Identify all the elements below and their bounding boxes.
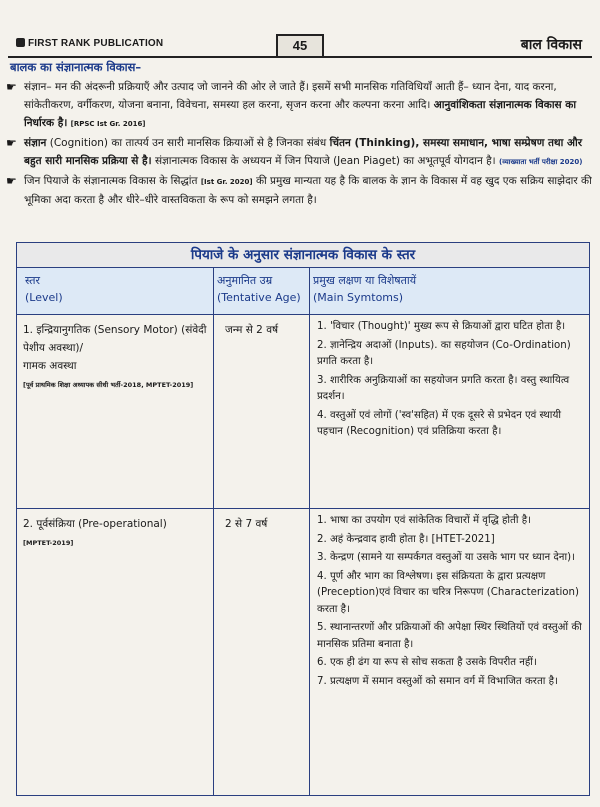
list-item: 3. शारीरिक अनुक्रियाओं का सहयोजन प्रगति करता है। वस्तु स्थायित्व प्रदर्शन।	[317, 374, 570, 402]
page-header	[8, 34, 592, 58]
age-cell: 2 से 7 वर्ष	[225, 518, 268, 530]
column-divider	[213, 267, 214, 795]
list-item: 3. केन्द्रण (सामने या सम्पर्कगत वस्तुओं या उसके भाग पर ध्यान देना)।	[317, 552, 575, 563]
list-item: 7. प्रत्यक्षण में समान वस्तुओं को समान वर्ग में विभाजित करता है।	[317, 675, 558, 687]
features-cell	[317, 319, 583, 443]
list-item: 2. ज्ञानेन्द्रिय अदाओं (Inputs). का सहयोजन (Co-Ordination) प्रगति करता है।	[317, 339, 571, 367]
stage-cell: 2. पूर्वसंक्रिया (Pre-operational) [MPTET-2019]	[23, 518, 167, 547]
age-cell: जन्म से 2 वर्ष	[225, 324, 279, 336]
list-item: 4. पूर्ण और भाग का विश्लेषण। इस संक्रियता के द्वारा प्रत्यक्षण (Preception)एवं विचार का चरित्र निरूपण (Characterization) करता है।	[317, 570, 579, 615]
list-item: 5. स्थानान्तरणों और प्रक्रियाओं की अपेक्षा स्थिर स्थितियों एवं वस्तुओं की मानसिक प्रतिमा बनाता है।	[317, 622, 582, 650]
table-row	[17, 315, 589, 509]
list-item: 1. भाषा का उपयोग एवं सांकेतिक विचारों में वृद्धि होती है।	[317, 515, 531, 526]
list-item: 4. वस्तुओं एवं लोगों ('स्व'सहित) में एक दूसरे से प्रभेदन एवं स्थायी पहचान (Recognition) एवं प्रतिक्रिया करता है।	[317, 409, 561, 437]
subject-title: बाल विकास	[520, 37, 582, 53]
pointing-hand-icon: ☛	[6, 80, 17, 94]
bullet-item: ☛ संज्ञान (Cognition) का तात्पर्य उन सारी मानसिक क्रियाओं से है जिनका संबंध चिंतन (Thinking), समस्या समाधान, भाषा सम्प्रेषण तथा और बहुत सारी मानसिक प्रक्रिया से है। संज्ञानात्मक विकास के अध्ययन में जिन पियाजे (Jean Piaget) का अभूतपूर्व योगदान है। (व्याख्याता भर्ती परीक्षा 2020)	[6, 136, 583, 167]
list-item: 2. अहं केन्द्रवाद हावी होता है। [HTET-2021]	[317, 533, 495, 545]
table-title: पियाजे के अनुसार संज्ञानात्मक विकास के स्तर	[17, 243, 589, 268]
piaget-stages-table	[16, 242, 590, 796]
stage-cell: 1. इन्द्रियानुगतिक (Sensory Motor) (संवेदी पेशीय अवस्था)/ गामक अवस्था [पूर्व प्राथमिक शिक्षा अध्यापक सीधी भर्ती-2018, MPTET-2019]	[23, 324, 207, 389]
bullet-list	[6, 78, 592, 210]
header-level: स्तर (Level)	[25, 274, 63, 304]
features-cell	[317, 513, 583, 692]
table-header	[17, 268, 589, 315]
pointing-hand-icon: ☛	[6, 136, 17, 150]
publisher-logo-icon	[16, 38, 25, 47]
section-title: बालक का संज्ञानात्मक विकास–	[10, 60, 142, 74]
list-item: 6. एक ही ढंग या रूप से सोच सकता है उसके विपरीत नहीं।	[317, 657, 537, 668]
header-age: अनुमानित उम्र (Tentative Age)	[217, 274, 301, 304]
bullet-item: ☛ संज्ञान– मन की अंदरूनी प्रक्रियाएँ और उत्पाद जो जानने की ओर ले जाते हैं। इसमें सभी मानसिक गतिविधियाँ आती हैं– ध्यान देना, याद करना, सांकेतीकरण, वर्गीकरण, योजना बनाना, विवेचना, समस्या हल करना, सृजन करना और कल्पना करना आदि। आनुवांशिकता संज्ञानात्मक विकास का निर्धारक है। [RPSC Ist Gr. 2016]	[6, 80, 577, 129]
list-item: 1. 'विचार (Thought)' मुख्य रूप से क्रियाओं द्वारा घटित होता है।	[317, 321, 566, 332]
column-divider	[309, 267, 310, 795]
header-main-symptoms: प्रमुख लक्षण या विशेषतायें (Main Symtoms)	[313, 274, 417, 304]
bullet-item: ☛ जिन पियाजे के संज्ञानात्मक विकास के सिद्धांत [Ist Gr. 2020] की प्रमुख मान्यता यह है कि बालक के ज्ञान के विकास में वह खुद एक सक्रिय साझेदार की भूमिका अदा करता है और धीरे–धीरे वास्तविकता के रूप को समझने लगता है।	[6, 174, 592, 206]
publisher-name: FIRST RANK PUBLICATION	[16, 38, 163, 49]
page-number: 45	[276, 34, 324, 58]
table-row	[17, 509, 589, 796]
pointing-hand-icon: ☛	[6, 174, 17, 188]
